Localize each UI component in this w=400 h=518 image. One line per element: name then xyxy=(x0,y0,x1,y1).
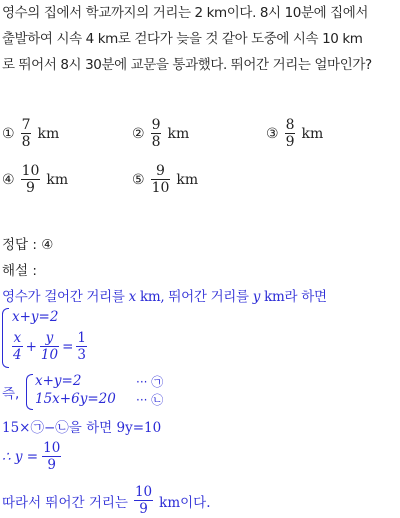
choice-mark: ⑤ xyxy=(132,171,145,188)
choice-1[interactable]: ① $\frac{7}{8}$ km xyxy=(2,117,60,150)
choice-fraction: $\frac{10}{9}$ xyxy=(21,163,40,196)
question-line-1: 영수의 집에서 학교까지의 거리는 2 km이다. 8시 10분에 집에서 xyxy=(2,5,369,21)
solution-step: 15×㉠−㉡을 하면 9y=10 xyxy=(2,420,162,436)
brace-icon xyxy=(26,374,33,410)
answer-label: 정답 : ④ xyxy=(2,237,54,253)
solution-intro: 영수가 걸어간 거리를 x km, 뛰어간 거리를 y km라 하면 xyxy=(2,289,327,305)
equation-system-2: 즉, x+y=2 ··· ㉠ 15x+6y=20 ··· ㉡ xyxy=(2,372,202,412)
choice-mark: ④ xyxy=(2,171,15,188)
choice-fraction: $\frac{8}{9}$ xyxy=(285,117,295,150)
choice-fraction: $\frac{9}{8}$ xyxy=(151,117,161,150)
question-line-3: 로 뛰어서 8시 30분에 교문을 통과했다. 뛰어간 거리는 얼마인가? xyxy=(2,57,372,73)
solution-final: 따라서 뛰어간 거리는 $\frac{10}{9}$ km이다. xyxy=(2,484,211,517)
choice-fraction: $\frac{9}{10}$ xyxy=(151,163,170,196)
choice-mark: ① xyxy=(2,125,15,142)
choice-mark: ③ xyxy=(266,125,279,142)
solution-label: 해설 : xyxy=(2,263,37,279)
choice-5[interactable]: ⑤ $\frac{9}{10}$ km xyxy=(132,163,199,196)
choice-3[interactable]: ③ $\frac{8}{9}$ km xyxy=(266,117,324,150)
choice-4[interactable]: ④ $\frac{10}{9}$ km xyxy=(2,163,69,196)
choice-2[interactable]: ② $\frac{9}{8}$ km xyxy=(132,117,190,150)
choice-mark: ② xyxy=(132,125,145,142)
choice-fraction: $\frac{7}{8}$ xyxy=(21,117,31,150)
solution-result: ∴ y = $\frac{10}{9}$ xyxy=(2,440,61,473)
brace-icon xyxy=(2,308,9,368)
question-line-2: 출발하여 시속 4 km로 걷다가 늦을 것 같아 도중에 시속 10 km xyxy=(2,31,363,47)
